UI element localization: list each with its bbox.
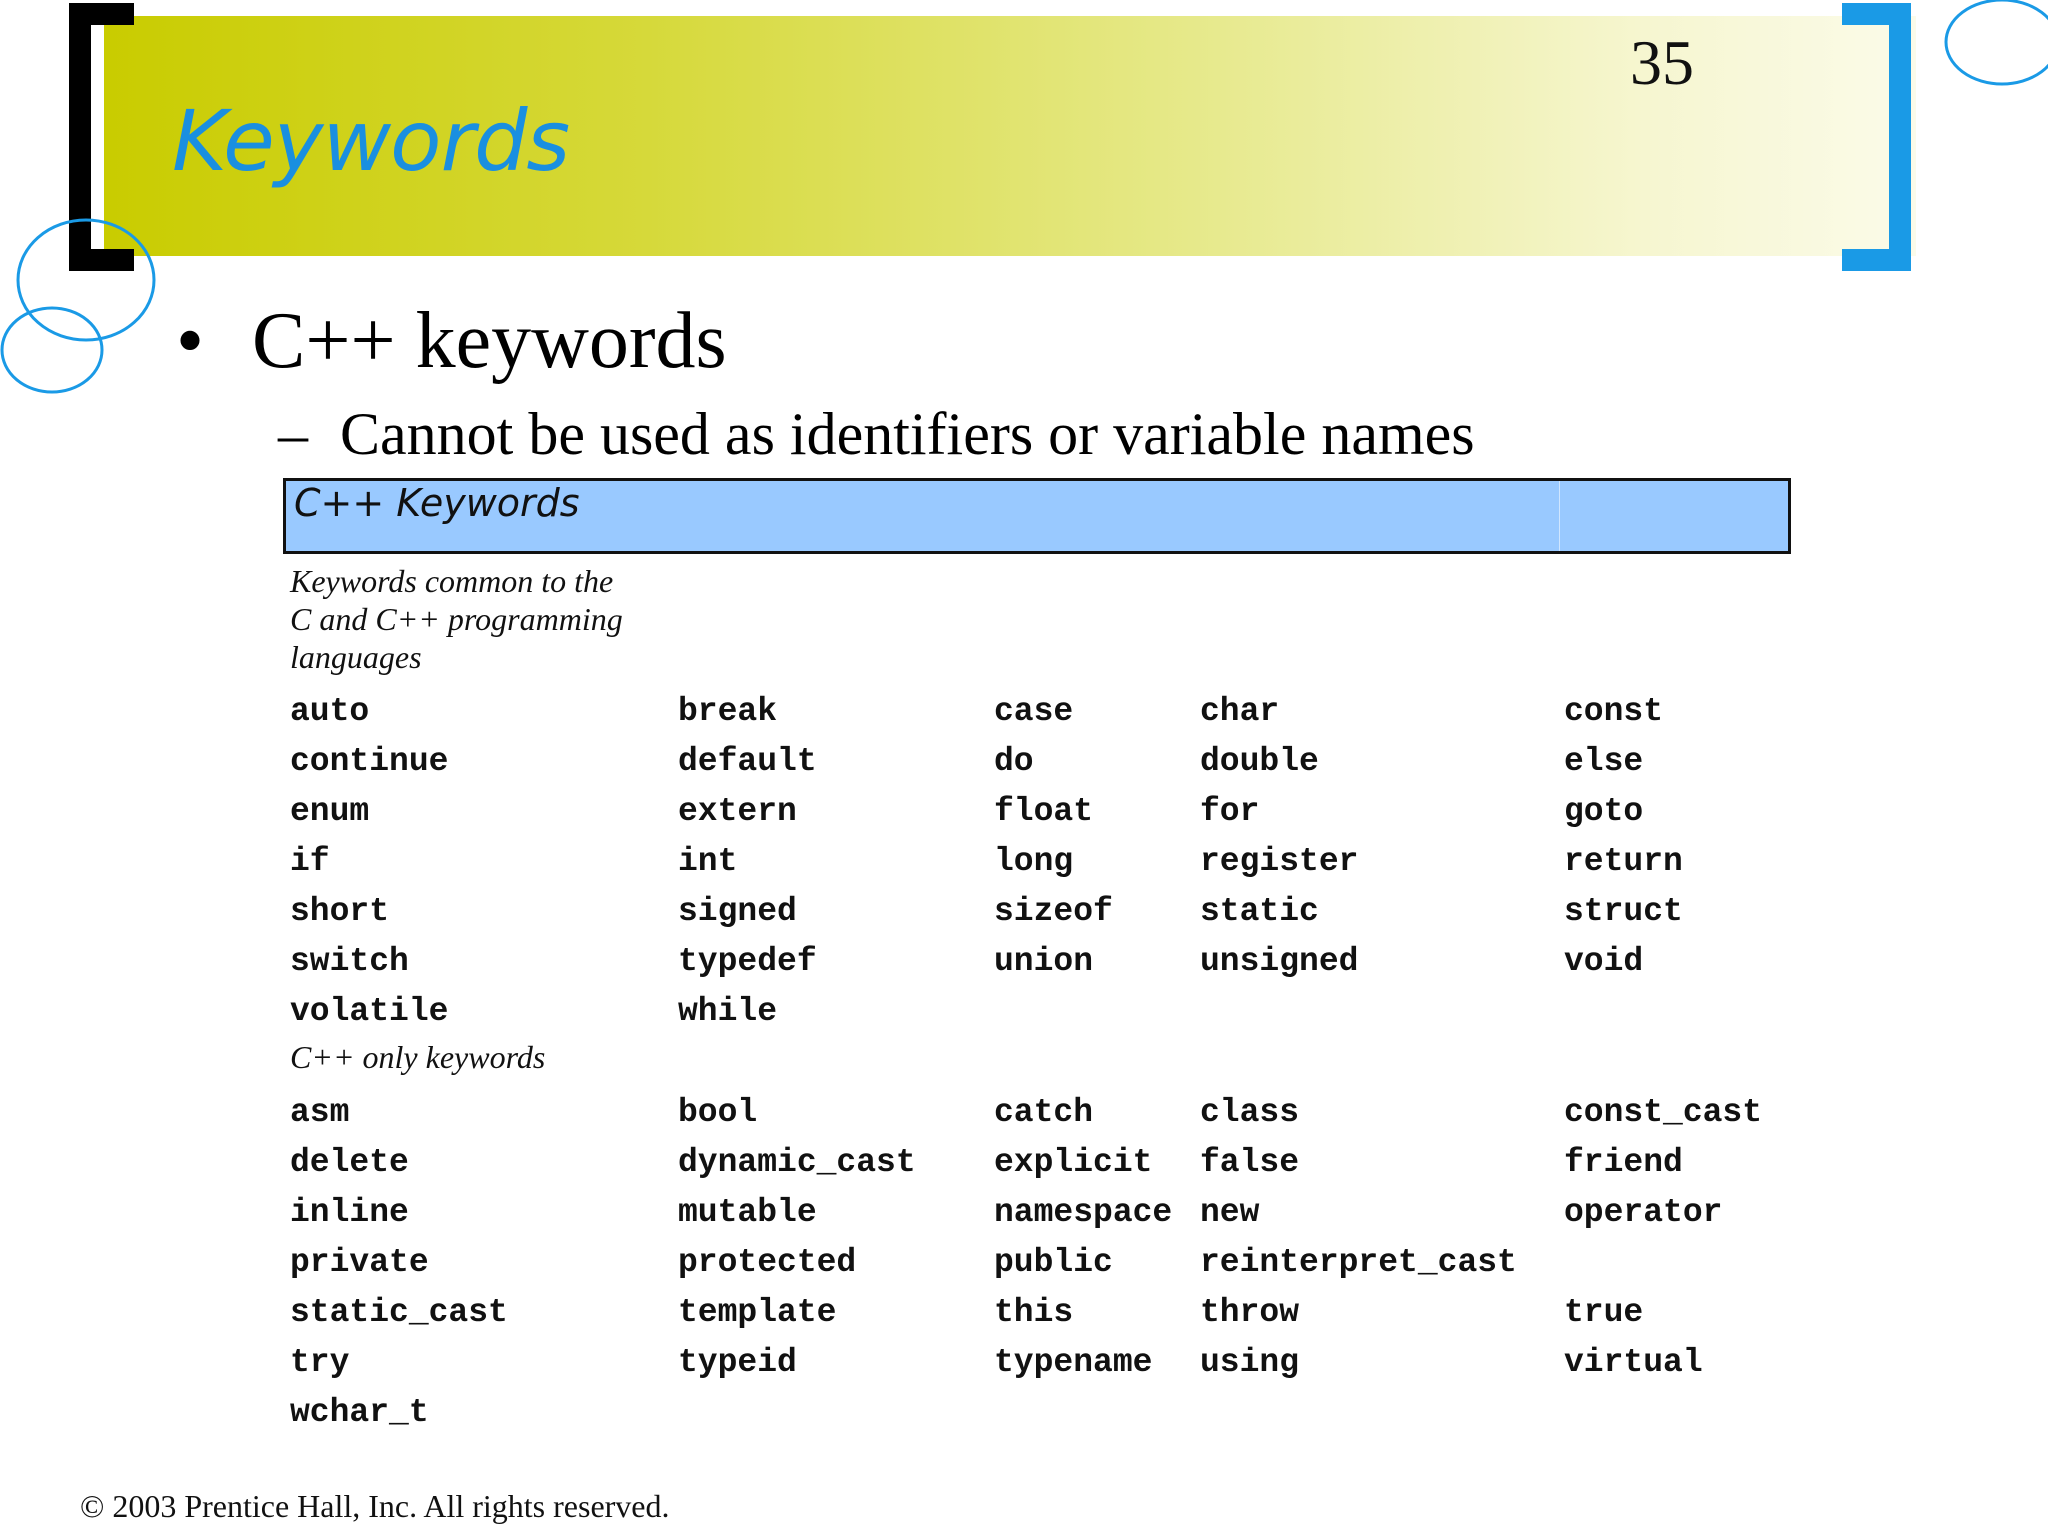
keyword-cell: switch	[290, 943, 409, 980]
keyword-cell: inline	[290, 1194, 409, 1231]
keyword-cell: extern	[678, 793, 797, 830]
keyword-cell: auto	[290, 693, 370, 730]
keyword-cell: volatile	[290, 993, 449, 1030]
keyword-cell: const	[1564, 693, 1664, 730]
keyword-cell: wchar_t	[290, 1394, 429, 1431]
keyword-cell: double	[1200, 743, 1319, 780]
keyword-cell: private	[290, 1244, 429, 1281]
bullet-dot-icon: •	[176, 297, 205, 385]
keyword-cell: true	[1564, 1294, 1644, 1331]
keyword-cell: using	[1200, 1344, 1300, 1381]
right-bracket-icon	[1842, 14, 1900, 260]
keyword-cell: long	[994, 843, 1074, 880]
section-label-cpp: C++ only keywords	[290, 1039, 546, 1075]
keyword-cell: float	[994, 793, 1094, 830]
circle-top-right-icon	[1946, 0, 2048, 84]
keyword-cell: static_cast	[290, 1294, 508, 1331]
keyword-cell: signed	[678, 893, 797, 930]
keyword-cell: public	[994, 1244, 1113, 1281]
keyword-cell: dynamic_cast	[678, 1144, 916, 1181]
section-label-line: C and C++ programming	[290, 601, 623, 637]
keyword-cell: while	[678, 993, 778, 1030]
keyword-cell: enum	[290, 793, 370, 830]
keyword-cell: delete	[290, 1144, 409, 1181]
keyword-cell: reinterpret_cast	[1200, 1244, 1517, 1281]
keyword-cell: break	[678, 693, 778, 730]
keyword-cell: else	[1564, 743, 1644, 780]
keyword-cell: explicit	[994, 1144, 1153, 1181]
section-label-line: Keywords common to the	[290, 563, 614, 599]
keyword-cell: void	[1564, 943, 1644, 980]
keyword-cell: short	[290, 893, 390, 930]
sub-bullet-dash-icon: –	[278, 401, 308, 467]
keyword-cell: default	[678, 743, 817, 780]
section-label-common	[290, 562, 623, 676]
keyword-cell: operator	[1564, 1194, 1723, 1231]
keyword-cell: struct	[1564, 893, 1683, 930]
slide-title: Keywords	[172, 92, 570, 190]
keyword-cell: register	[1200, 843, 1359, 880]
keyword-cell: asm	[290, 1094, 350, 1131]
keywords-table-header	[283, 478, 1791, 554]
keyword-cell: char	[1200, 693, 1280, 730]
keyword-cell: class	[1200, 1094, 1300, 1131]
keyword-cell: case	[994, 693, 1074, 730]
keyword-cell: int	[678, 843, 738, 880]
table-header-divider	[1559, 481, 1560, 551]
keyword-cell: if	[290, 843, 330, 880]
keyword-cell: catch	[994, 1094, 1094, 1131]
keyword-cell: mutable	[678, 1194, 817, 1231]
keyword-cell: sizeof	[994, 893, 1113, 930]
keyword-cell: typedef	[678, 943, 817, 980]
keyword-cell: protected	[678, 1244, 857, 1281]
keyword-cell: union	[994, 943, 1094, 980]
keywords-table-title: C++ Keywords	[294, 481, 580, 525]
keyword-cell: throw	[1200, 1294, 1300, 1331]
keyword-cell: bool	[678, 1094, 758, 1131]
keyword-cell: template	[678, 1294, 837, 1331]
section-label-line: languages	[290, 639, 422, 675]
keyword-cell: static	[1200, 893, 1319, 930]
keyword-cell: try	[290, 1344, 350, 1381]
slide-number: 35	[1630, 27, 1694, 98]
keyword-cell: typeid	[678, 1344, 797, 1381]
copyright-footer: © 2003 Prentice Hall, Inc. All rights reserved.	[80, 1488, 670, 1524]
keyword-cell: virtual	[1564, 1344, 1703, 1381]
keyword-cell: typename	[994, 1344, 1153, 1381]
keyword-cell: continue	[290, 743, 449, 780]
keyword-cell: for	[1200, 793, 1260, 830]
sub-bullet-text: Cannot be used as identifiers or variable names	[340, 401, 1475, 467]
keyword-cell: const_cast	[1564, 1094, 1763, 1131]
keyword-cell: unsigned	[1200, 943, 1359, 980]
keyword-cell: namespace	[994, 1194, 1173, 1231]
keyword-cell: false	[1200, 1144, 1300, 1181]
keyword-cell: goto	[1564, 793, 1644, 830]
keyword-cell: new	[1200, 1194, 1260, 1231]
keyword-cell: friend	[1564, 1144, 1683, 1181]
keyword-cell: return	[1564, 843, 1683, 880]
keyword-cell: this	[994, 1294, 1074, 1331]
circle-left-lower-icon	[2, 308, 102, 392]
main-bullet-text: C++ keywords	[252, 297, 727, 385]
keyword-cell: do	[994, 743, 1034, 780]
